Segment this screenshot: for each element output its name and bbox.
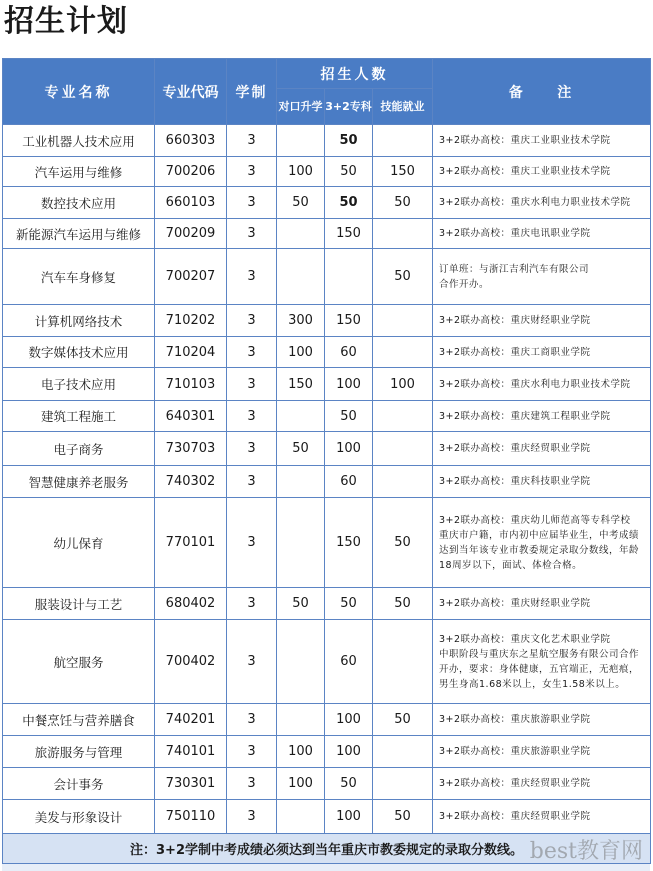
major-code-cell: 740101: [155, 736, 227, 768]
major-name-cell: 工业机器人技术应用: [3, 125, 155, 157]
page-title: 招生计划: [4, 4, 128, 39]
major-code-cell: 730703: [155, 432, 227, 466]
enrollment-table-wrap: [2, 58, 650, 871]
years-cell: 3: [227, 125, 277, 157]
header-note: 备 注: [433, 59, 651, 125]
major-code-cell: 770101: [155, 498, 227, 588]
duikou-count-cell: 50: [277, 432, 325, 466]
note-line: 3+2联办高校：重庆旅游职业学院: [439, 746, 591, 757]
major-code-cell: 710103: [155, 368, 227, 401]
note-cell: [433, 432, 651, 466]
table-row: [3, 401, 651, 432]
note-line: 3+2联办高校：重庆财经职业学院: [439, 598, 591, 609]
jineng-count-cell: 50: [373, 187, 433, 219]
note-line: 中职阶段与重庆东之星航空服务有限公司合作开办，要求：身体健康，五官端正，无疤痕，男生身高1.68米以上，女生1.58米以上。: [439, 648, 640, 690]
jineng-count-cell: [373, 432, 433, 466]
header-years: 学制: [227, 59, 277, 125]
header-enroll: 招生人数: [277, 59, 433, 89]
jineng-count-cell: [373, 736, 433, 768]
note-cell: [433, 704, 651, 736]
note-line: 3+2联办高校：重庆经贸职业学院: [439, 811, 591, 822]
header-sub-jineng: 技能就业: [373, 89, 433, 125]
major-code-cell: 710202: [155, 305, 227, 337]
table-body: [3, 125, 651, 864]
years-cell: 3: [227, 800, 277, 834]
three-plus-two-count-cell: 100: [325, 736, 373, 768]
table-row: [3, 249, 651, 305]
three-plus-two-count-cell: 50: [325, 187, 373, 219]
major-name-cell: 数字媒体技术应用: [3, 337, 155, 368]
note-cell: [433, 768, 651, 800]
major-code-cell: 700207: [155, 249, 227, 305]
three-plus-two-count-cell: 100: [325, 800, 373, 834]
years-cell: 3: [227, 768, 277, 800]
table-row: [3, 498, 651, 588]
jineng-count-cell: 50: [373, 249, 433, 305]
duikou-count-cell: 300: [277, 305, 325, 337]
major-name-cell: 航空服务: [3, 620, 155, 704]
major-name-cell: 幼儿保育: [3, 498, 155, 588]
note-line: 3+2联办高校：重庆建筑工程职业学院: [439, 410, 611, 422]
major-code-cell: 740201: [155, 704, 227, 736]
table-row: [3, 219, 651, 249]
years-cell: 3: [227, 401, 277, 432]
years-cell: 3: [227, 704, 277, 736]
major-name-cell: 电子商务: [3, 432, 155, 466]
duikou-count-cell: [277, 704, 325, 736]
years-cell: 3: [227, 620, 277, 704]
table-row: [3, 337, 651, 368]
major-code-cell: 710204: [155, 337, 227, 368]
table-row: [3, 800, 651, 834]
major-name-cell: 会计事务: [3, 768, 155, 800]
jineng-count-cell: 150: [373, 157, 433, 187]
note-line: 订单班：与浙江吉利汽车有限公司: [439, 263, 590, 275]
note-cell: [433, 187, 651, 219]
note-line: 重庆市户籍，市内初中应届毕业生，中考成绩达到当年该专业市教委规定录取分数线，年龄18周岁以下，面试、体检合格。: [439, 529, 640, 571]
note-cell: [433, 305, 651, 337]
duikou-count-cell: [277, 219, 325, 249]
duikou-count-cell: [277, 401, 325, 432]
duikou-count-cell: 50: [277, 187, 325, 219]
three-plus-two-count-cell: 150: [325, 219, 373, 249]
duikou-count-cell: 100: [277, 157, 325, 187]
note-cell: [433, 736, 651, 768]
note-line: 3+2联办高校：重庆工商职业学院: [439, 346, 591, 358]
three-plus-two-count-cell: 50: [325, 401, 373, 432]
three-plus-two-count-cell: 100: [325, 432, 373, 466]
duikou-count-cell: 50: [277, 588, 325, 620]
jineng-count-cell: [373, 768, 433, 800]
note-line: 3+2联办高校：重庆文化艺术职业学院: [439, 633, 611, 645]
note-line: 3+2联办高校：重庆旅游职业学院: [439, 714, 591, 725]
note-line: 3+2联办高校：重庆财经职业学院: [439, 315, 591, 326]
note-line: 3+2联办高校：重庆经贸职业学院: [439, 443, 591, 454]
three-plus-two-count-cell: 150: [325, 305, 373, 337]
table-row: [3, 305, 651, 337]
duikou-count-cell: [277, 800, 325, 834]
major-code-cell: 640301: [155, 401, 227, 432]
header-sub-3plus2: 3+2专科: [325, 89, 373, 125]
years-cell: 3: [227, 588, 277, 620]
years-cell: 3: [227, 187, 277, 219]
note-cell: [433, 401, 651, 432]
duikou-count-cell: 100: [277, 736, 325, 768]
note-cell: [433, 125, 651, 157]
major-code-cell: 740302: [155, 466, 227, 498]
major-code-cell: 700209: [155, 219, 227, 249]
note-line: 3+2联办高校：重庆电讯职业学院: [439, 228, 591, 239]
jineng-count-cell: 50: [373, 588, 433, 620]
note-cell: [433, 219, 651, 249]
watermark-text: best教育网: [529, 839, 643, 864]
duikou-count-cell: 100: [277, 768, 325, 800]
three-plus-two-count-cell: 100: [325, 368, 373, 401]
note-cell: [433, 620, 651, 704]
duikou-count-cell: [277, 620, 325, 704]
major-name-cell: 新能源汽车运用与维修: [3, 219, 155, 249]
note-line: 3+2联办高校：重庆水利电力职业技术学院: [439, 378, 631, 390]
duikou-count-cell: [277, 498, 325, 588]
header-code: 专业代码: [155, 59, 227, 125]
table-row: [3, 620, 651, 704]
years-cell: 3: [227, 249, 277, 305]
note-line: 3+2联办高校：重庆经贸职业学院: [439, 778, 591, 789]
three-plus-two-count-cell: 60: [325, 620, 373, 704]
note-line: 3+2联办高校：重庆水利电力职业技术学院: [439, 197, 631, 208]
table-row: [3, 157, 651, 187]
note-cell: [433, 466, 651, 498]
three-plus-two-count-cell: 50: [325, 125, 373, 157]
three-plus-two-count-cell: 50: [325, 768, 373, 800]
major-name-cell: 服装设计与工艺: [3, 588, 155, 620]
note-cell: [433, 498, 651, 588]
note-line: 3+2联办高校：重庆工业职业技术学院: [439, 166, 611, 177]
table-row: [3, 704, 651, 736]
note-line: 3+2联办高校：重庆工业职业技术学院: [439, 135, 611, 146]
years-cell: 3: [227, 368, 277, 401]
major-name-cell: 旅游服务与管理: [3, 736, 155, 768]
years-cell: 3: [227, 219, 277, 249]
note-cell: [433, 588, 651, 620]
years-cell: 3: [227, 736, 277, 768]
jineng-count-cell: [373, 305, 433, 337]
major-code-cell: 750110: [155, 800, 227, 834]
years-cell: 3: [227, 157, 277, 187]
major-name-cell: 汽车运用与维修: [3, 157, 155, 187]
note-line: 合作开办。: [439, 278, 490, 290]
table-row: [3, 125, 651, 157]
footer-note: 注：3+2学制中考成绩必须达到当年重庆市教委规定的录取分数线。: [3, 834, 651, 864]
duikou-count-cell: [277, 249, 325, 305]
three-plus-two-count-cell: 150: [325, 498, 373, 588]
major-name-cell: 建筑工程施工: [3, 401, 155, 432]
header-sub-duikou: 对口升学: [277, 89, 325, 125]
major-name-cell: 电子技术应用: [3, 368, 155, 401]
three-plus-two-count-cell: [325, 249, 373, 305]
jineng-count-cell: 50: [373, 704, 433, 736]
major-name-cell: 美发与形象设计: [3, 800, 155, 834]
major-name-cell: 计算机网络技术: [3, 305, 155, 337]
duikou-count-cell: 100: [277, 337, 325, 368]
jineng-count-cell: 50: [373, 800, 433, 834]
three-plus-two-count-cell: 50: [325, 588, 373, 620]
table-row: [3, 588, 651, 620]
jineng-count-cell: 100: [373, 368, 433, 401]
three-plus-two-count-cell: 50: [325, 157, 373, 187]
note-line: 3+2联办高校：重庆幼儿师范高等专科学校: [439, 514, 631, 526]
jineng-count-cell: [373, 466, 433, 498]
jineng-count-cell: [373, 337, 433, 368]
duikou-count-cell: [277, 466, 325, 498]
duikou-count-cell: [277, 125, 325, 157]
years-cell: 3: [227, 305, 277, 337]
note-cell: [433, 249, 651, 305]
major-name-cell: 智慧健康养老服务: [3, 466, 155, 498]
jineng-count-cell: [373, 401, 433, 432]
three-plus-two-count-cell: 60: [325, 466, 373, 498]
major-name-cell: 数控技术应用: [3, 187, 155, 219]
enrollment-table: [2, 58, 651, 864]
three-plus-two-count-cell: 60: [325, 337, 373, 368]
note-cell: [433, 337, 651, 368]
table-row: [3, 768, 651, 800]
years-cell: 3: [227, 466, 277, 498]
major-code-cell: 660303: [155, 125, 227, 157]
table-row: [3, 368, 651, 401]
three-plus-two-count-cell: 100: [325, 704, 373, 736]
major-code-cell: 700206: [155, 157, 227, 187]
jineng-count-cell: 50: [373, 498, 433, 588]
note-line: 3+2联办高校：重庆科技职业学院: [439, 476, 591, 487]
jineng-count-cell: [373, 620, 433, 704]
years-cell: 3: [227, 432, 277, 466]
major-code-cell: 680402: [155, 588, 227, 620]
jineng-count-cell: [373, 125, 433, 157]
major-name-cell: 汽车车身修复: [3, 249, 155, 305]
note-cell: [433, 368, 651, 401]
major-name-cell: 中餐烹饪与营养膳食: [3, 704, 155, 736]
header-name: 专业名称: [3, 59, 155, 125]
table-row: [3, 187, 651, 219]
table-row: [3, 466, 651, 498]
jineng-count-cell: [373, 219, 433, 249]
major-code-cell: 660103: [155, 187, 227, 219]
years-cell: 3: [227, 498, 277, 588]
note-cell: [433, 157, 651, 187]
years-cell: 3: [227, 337, 277, 368]
table-row: [3, 736, 651, 768]
major-code-cell: 700402: [155, 620, 227, 704]
major-code-cell: 730301: [155, 768, 227, 800]
table-row: [3, 432, 651, 466]
duikou-count-cell: 150: [277, 368, 325, 401]
note-cell: [433, 800, 651, 834]
